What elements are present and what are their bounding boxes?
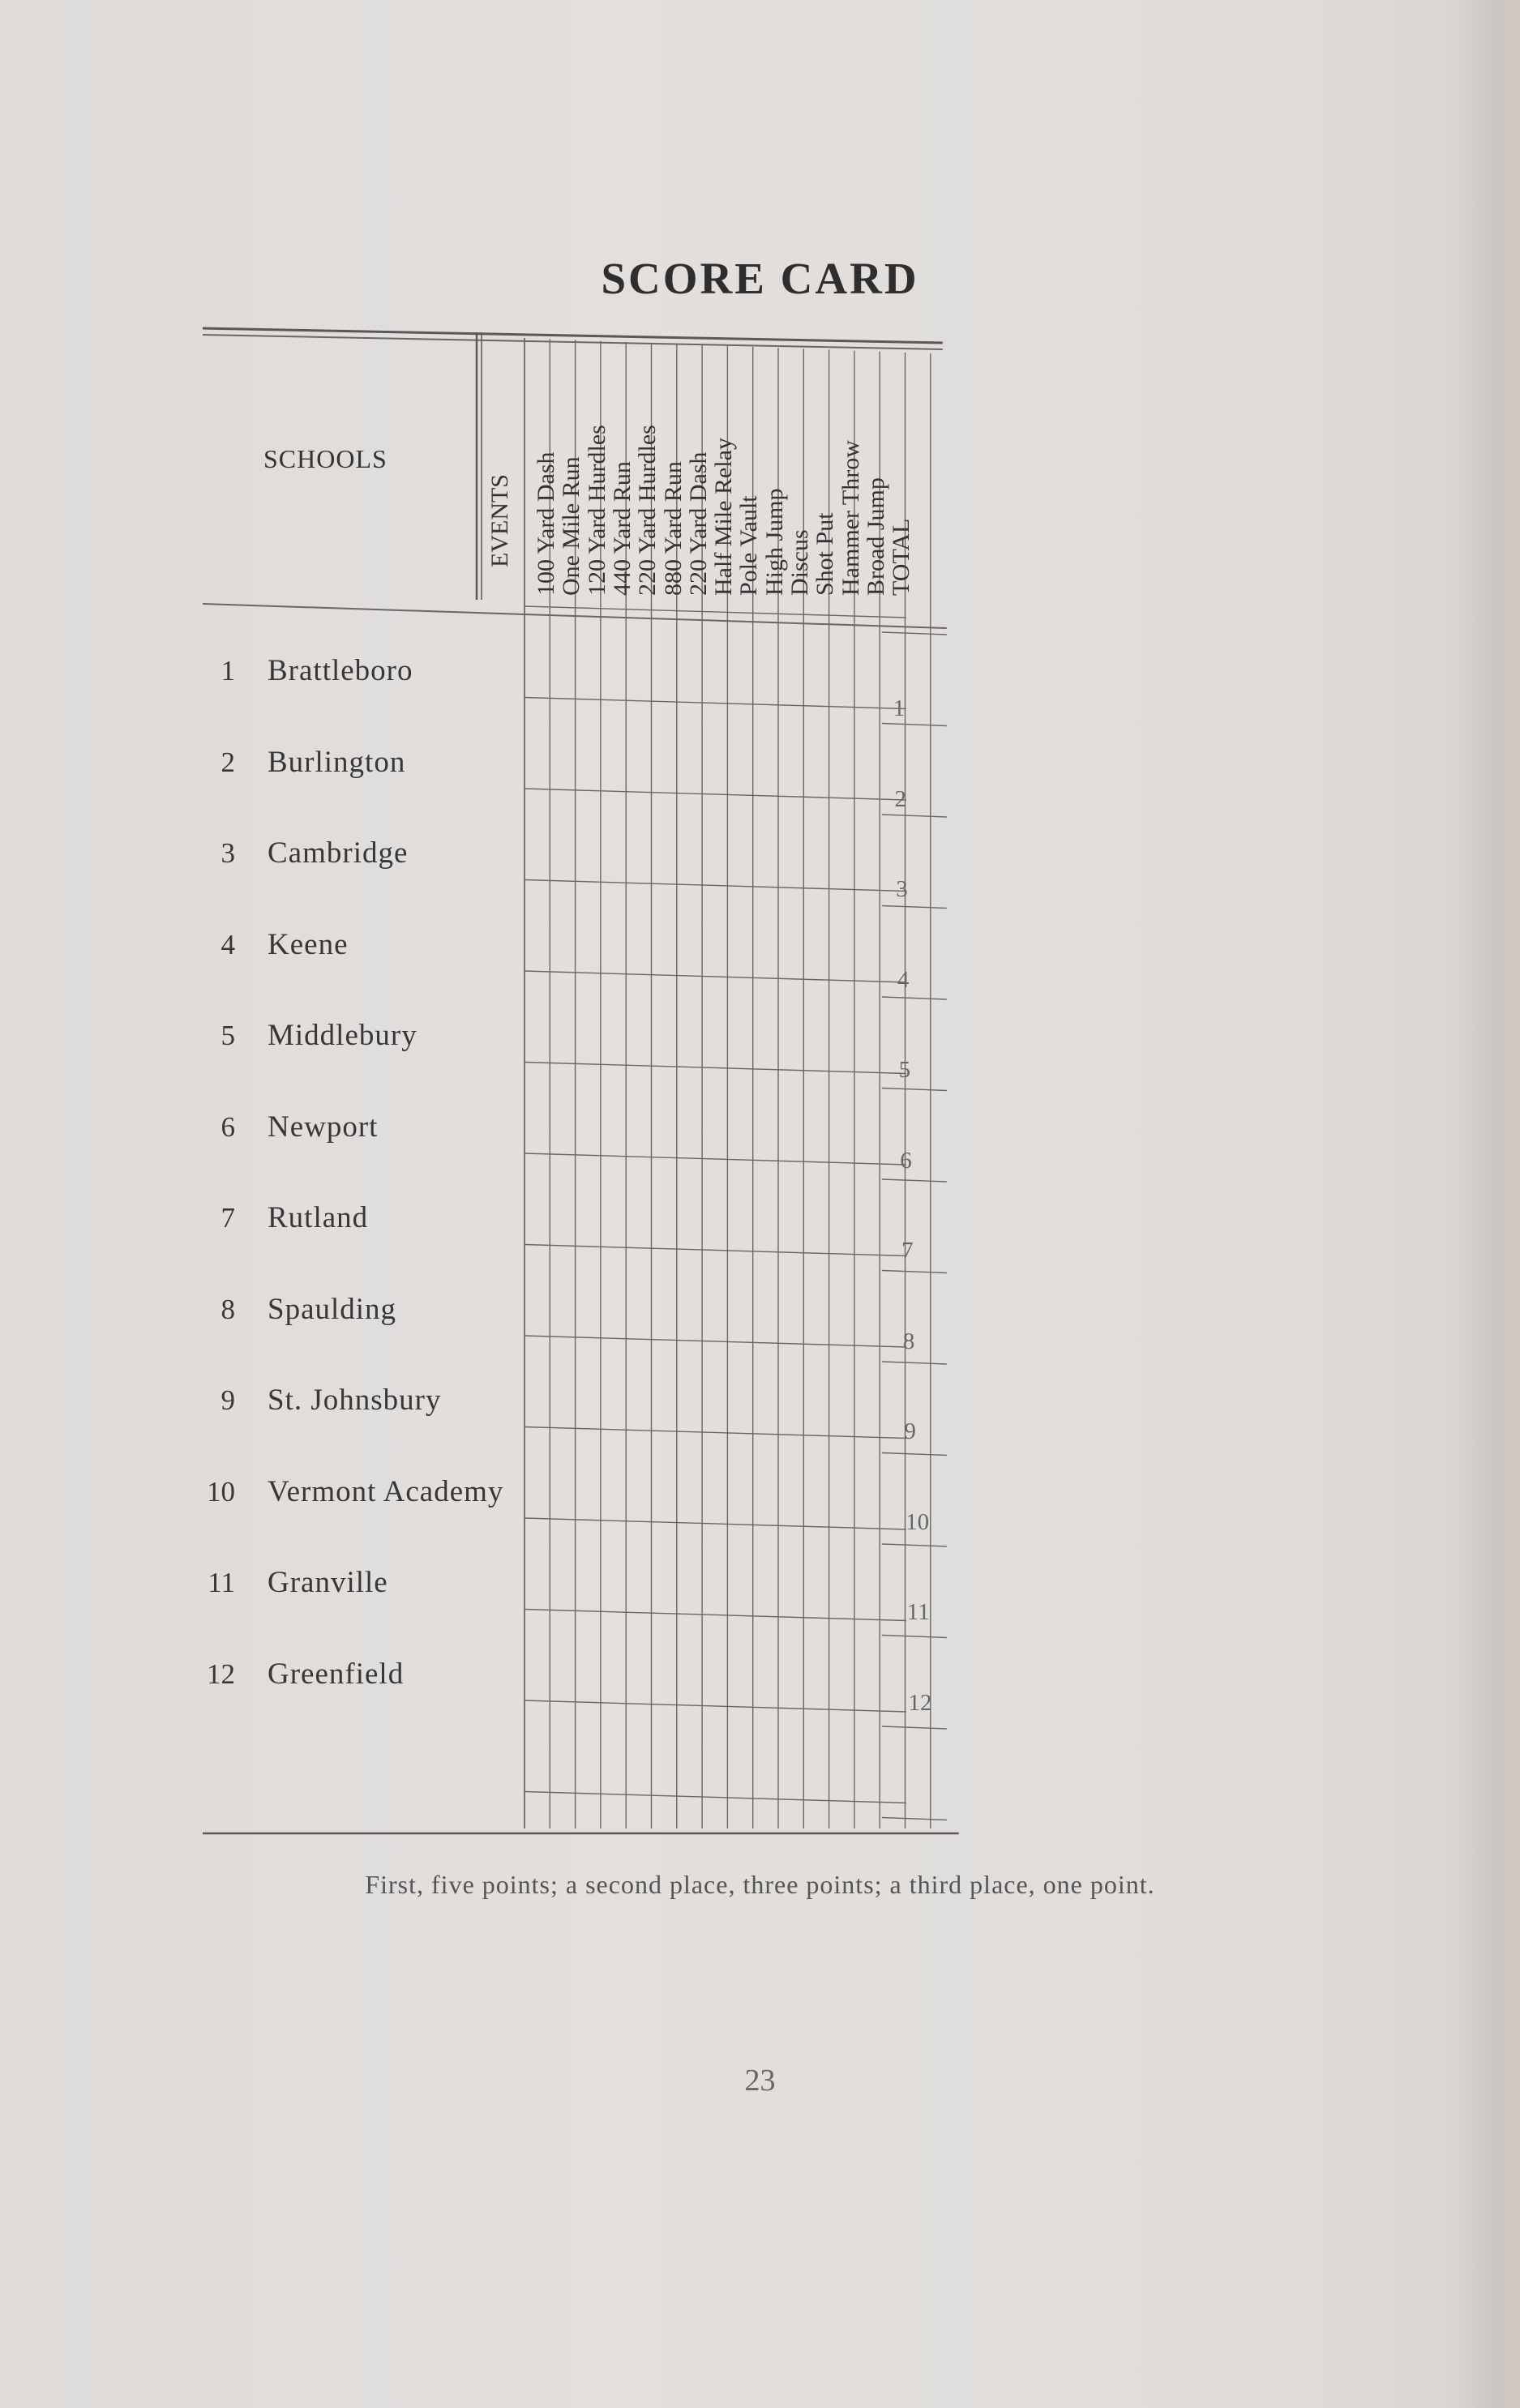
event-header-100-yard-dash: 100 Yard Dash — [533, 451, 559, 596]
row-number-rule — [882, 724, 947, 726]
school-number: 1 — [221, 655, 235, 686]
row-number-rule — [882, 1179, 947, 1182]
school-name: St. Johnsbury — [268, 1384, 442, 1417]
row-number-rule — [882, 1362, 947, 1364]
row-number-rule — [882, 1636, 947, 1638]
school-name: Granville — [268, 1566, 388, 1599]
school-name: Newport — [268, 1110, 379, 1144]
scoring-footnote: First, five points; a second place, three points; a third place, one point. — [365, 1870, 1155, 1899]
row-rule — [525, 1700, 906, 1712]
school-name: Burlington — [268, 745, 406, 779]
row-rule — [525, 1153, 906, 1165]
event-header-total: TOTAL — [888, 518, 915, 596]
row-rule — [525, 1063, 906, 1074]
row-rule — [525, 880, 906, 892]
event-header-broad-jump: Broad Jump — [862, 477, 889, 596]
school-number: 3 — [221, 837, 235, 869]
row-rule — [525, 1610, 906, 1621]
row-number: 10 — [906, 1508, 930, 1535]
school-number: 7 — [221, 1202, 235, 1234]
row-number-rule — [882, 632, 947, 635]
row-number-rule — [882, 1726, 947, 1729]
page-title: SCORE CARD — [601, 254, 919, 303]
event-header-220-yard-dash: 220 Yard Dash — [684, 451, 712, 596]
row-number: 7 — [901, 1238, 914, 1264]
row-rule — [525, 1245, 906, 1256]
school-name: Middlebury — [268, 1019, 417, 1052]
row-rule — [525, 971, 906, 982]
row-rule — [525, 698, 906, 709]
row-number-rule — [882, 1089, 947, 1091]
event-header-440-yard-run: 440 Yard Run — [608, 461, 636, 596]
school-number: 5 — [221, 1020, 235, 1051]
events-header: EVENTS — [486, 474, 513, 567]
school-number: 9 — [221, 1384, 235, 1416]
schools-header: SCHOOLS — [263, 444, 387, 473]
event-header-120-yard-hurdles: 120 Yard Hurdles — [583, 425, 610, 596]
page-number: 23 — [744, 2064, 776, 2098]
row-number: 2 — [894, 785, 906, 812]
row-rule — [525, 1336, 906, 1347]
row-number: 5 — [898, 1057, 911, 1083]
row-number-rule — [882, 1544, 947, 1546]
event-header-shot-put: Shot Put — [811, 512, 839, 596]
school-name: Greenfield — [268, 1657, 405, 1691]
school-name: Cambridge — [268, 836, 409, 870]
row-number-rule — [882, 815, 947, 817]
school-number: 11 — [208, 1567, 235, 1598]
school-name: Brattleboro — [268, 654, 413, 687]
row-number: 12 — [908, 1689, 932, 1716]
school-number: 2 — [221, 746, 235, 778]
school-name: Rutland — [268, 1201, 369, 1234]
school-number: 12 — [207, 1657, 235, 1690]
event-header-hammer-throw: Hammer Throw — [837, 440, 864, 596]
row-number-rule — [882, 997, 947, 999]
top-rule-outer — [203, 328, 943, 343]
top-rule-inner — [203, 335, 943, 349]
event-header-880-yard-run: 880 Yard Run — [659, 461, 687, 596]
row-number-rule — [882, 1271, 947, 1273]
school-name: Spaulding — [268, 1292, 397, 1326]
row-number: 8 — [902, 1328, 915, 1354]
row-rule — [525, 1518, 906, 1529]
school-number: 4 — [221, 928, 235, 960]
school-number: 8 — [221, 1293, 235, 1325]
school-number: 6 — [221, 1110, 235, 1143]
row-rule — [525, 1792, 906, 1803]
event-header-220-yard-hurdles: 220 Yard Hurdles — [634, 425, 662, 596]
school-name: Vermont Academy — [268, 1474, 504, 1508]
row-number-rule — [882, 1453, 947, 1456]
row-rule — [525, 1427, 906, 1439]
row-number: 3 — [896, 876, 908, 902]
event-header-pole-vault: Pole Vault — [735, 495, 763, 596]
row-number: 1 — [893, 695, 906, 721]
row-number: 6 — [900, 1147, 912, 1174]
row-rule — [525, 789, 906, 800]
school-name: Keene — [268, 927, 349, 961]
event-header-discus: Discus — [786, 529, 813, 596]
row-number: 9 — [904, 1418, 916, 1444]
event-header-high-jump: High Jump — [760, 488, 788, 596]
row-number: 11 — [906, 1599, 930, 1625]
event-header-one-mile-run: One Mile Run — [558, 456, 585, 596]
school-number: 10 — [207, 1475, 235, 1508]
event-header-half-mile-relay: Half Mile Relay — [710, 438, 738, 596]
row-number-rule — [882, 1818, 947, 1820]
row-number: 4 — [897, 966, 910, 993]
row-number-rule — [882, 906, 947, 909]
